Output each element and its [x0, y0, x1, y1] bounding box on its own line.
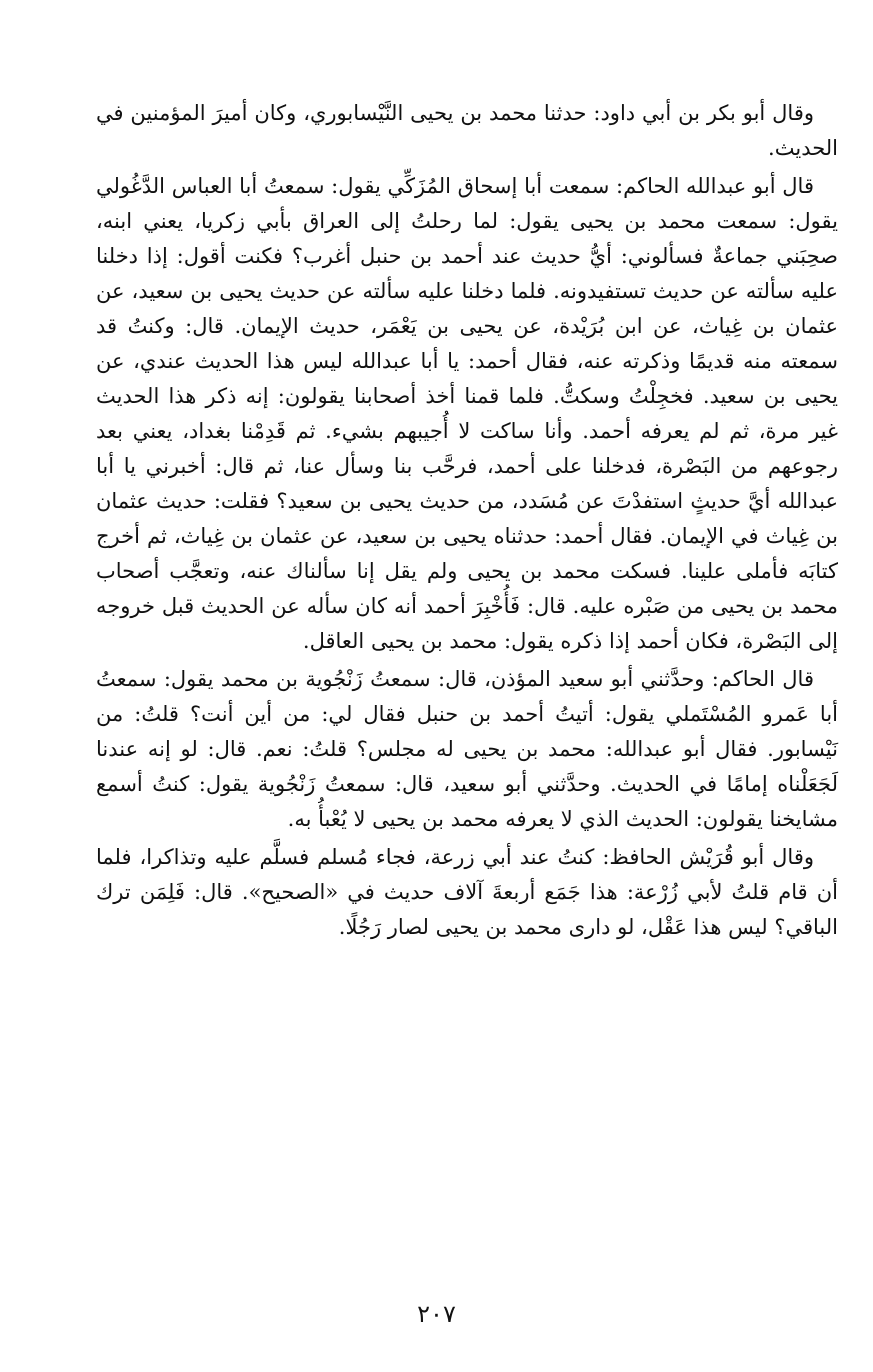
paragraph-zanjuwiya: قال الحاكم: وحدَّثني أبو سعيد المؤذن، قال: سمعتُ زَنْجُوية بن محمد يقول: سمعتُ أبا عَمرو المُسْتَملي يقول: أتيتُ أحمد بن حنبل فقال لي: من أين أنت؟ قلتُ: من نَيْسابور. فقال أبو عبدالله: محمد بن يحيى له مجلس؟ قلتُ: نعم. قال: لو إنه عندنا لَجَعَلْناه إمامًا في الحديث. وحدَّثني أبو سعيد، قال: سمعتُ زَنْجُوية يقول: كنتُ أسمع مشايخنا يقولون: الحديث الذي لا يعرفه محمد بن يحيى لا يُعْبأُ به.	[96, 667, 838, 831]
paragraph-abu-quraysh: وقال أبو قُرَيْش الحافظ: كنتُ عند أبي زرعة، فجاء مُسلم فسلَّم عليه وتذاكرا، فلما أن قام قلتُ لأبي زُرْعة: هذا جَمَع أربعةَ آلاف حديث في «الصحيح». قال: فَلِمَن ترك الباقي؟ ليس هذا عَقْل، لو دارى محمد بن يحيى لصار رَجُلًا.	[96, 845, 838, 939]
page-body	[96, 96, 838, 948]
page-number: ٢٠٧	[417, 1300, 456, 1328]
paragraph-hakim-story: قال أبو عبدالله الحاكم: سمعت أبا إسحاق المُزَكِّي يقول: سمعتُ أبا العباس الدَّغُولي يقول: سمعت محمد بن يحيى يقول: لما رحلتُ إلى العراق بأبي زكريا، يعني ابنه، صحِبَني جماعةٌ فسألوني: أيُّ حديث عند أحمد بن حنبل أغرب؟ فكنت أقول: إذا دخلنا عليه سألته عن حديث تستفيدونه. فلما دخلنا عليه سألته عن حديث يحيى بن سعيد، عن عثمان بن غِياث، عن ابن بُرَيْدة، عن يحيى بن يَعْمَر، حديث الإيمان. قال: وكنتُ قد سمعته منه قديمًا وذكرته عنه، فقال أحمد: يا أبا عبدالله ليس هذا الحديث عندي، عن يحيى بن سعيد. فخجِلْتُ وسكتُّ. فلما قمنا أخذ أصحابنا يقولون: إنه ذكر هذا الحديث غير مرة، ثم لم يعرفه أحمد. وأنا ساكت لا أُجيبهم بشيء. ثم قَدِمْنا بغداد، يعني بعد رجوعهم من البَصْرة، فدخلنا على أحمد، فرحَّب بنا وسأل عنا، ثم قال: أخبرني يا أبا عبدالله أيَّ حديثٍ استفدْتَ عن مُسَدد، من حديث يحيى بن سعيد؟ فقلت: حديث عثمان بن غِياث في الإيمان. فقال أحمد: حدثناه يحيى بن سعيد، عن عثمان بن غِياث، ثم أخرج كتابَه فأملى علينا. فسكت محمد بن يحيى ولم يقل إنا سألناك عنه، وتعجَّب أصحاب محمد بن يحيى من صَبْره عليه. قال: فَأُخْبِرَ أحمد أنه كان سأله عن الحديث قبل خروجه إلى البَصْرة، فكان أحمد إذا ذكره يقول: محمد بن يحيى العاقل.	[96, 174, 838, 653]
paragraph-ibn-abi-dawud: وقال أبو بكر بن أبي داود: حدثنا محمد بن يحيى النَّيْسابوري، وكان أميرَ المؤمنين في الحديث.	[96, 101, 838, 160]
